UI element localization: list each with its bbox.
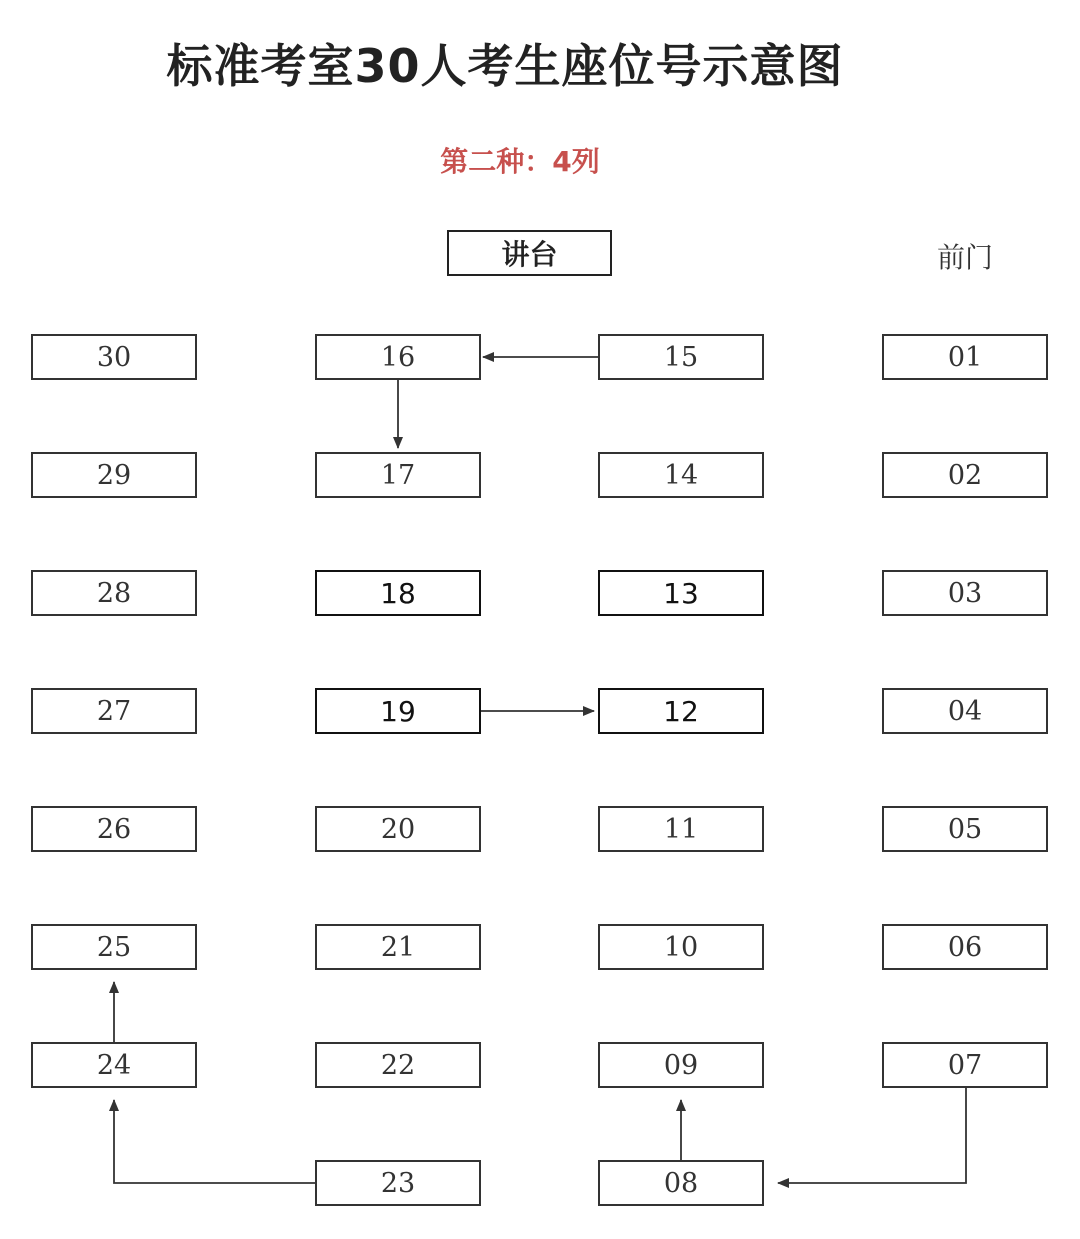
front-door-label: 前门 bbox=[936, 241, 993, 274]
seat-25: 25 bbox=[31, 924, 197, 970]
podium-label: 讲台 bbox=[501, 238, 558, 271]
seat-29: 29 bbox=[31, 452, 197, 498]
seat-14: 14 bbox=[598, 452, 764, 498]
seat-22: 22 bbox=[315, 1042, 481, 1088]
seat-30: 30 bbox=[31, 334, 197, 380]
seat-13: 13 bbox=[598, 570, 764, 616]
seat-12: 12 bbox=[598, 688, 764, 734]
seat-15: 15 bbox=[598, 334, 764, 380]
arrow-07-to-08 bbox=[778, 1088, 966, 1183]
seat-11: 11 bbox=[598, 806, 764, 852]
seat-28: 28 bbox=[31, 570, 197, 616]
arrow-23-to-24 bbox=[114, 1100, 315, 1183]
layout-subtitle: 第二种：4列 bbox=[440, 145, 600, 178]
seat-09: 09 bbox=[598, 1042, 764, 1088]
seat-21: 21 bbox=[315, 924, 481, 970]
seat-08: 08 bbox=[598, 1160, 764, 1206]
seat-01: 01 bbox=[882, 334, 1048, 380]
seat-27: 27 bbox=[31, 688, 197, 734]
seat-26: 26 bbox=[31, 806, 197, 852]
seat-03: 03 bbox=[882, 570, 1048, 616]
seat-18: 18 bbox=[315, 570, 481, 616]
seat-06: 06 bbox=[882, 924, 1048, 970]
seat-02: 02 bbox=[882, 452, 1048, 498]
seat-05: 05 bbox=[882, 806, 1048, 852]
seat-20: 20 bbox=[315, 806, 481, 852]
seat-17: 17 bbox=[315, 452, 481, 498]
seat-16: 16 bbox=[315, 334, 481, 380]
seat-24: 24 bbox=[31, 1042, 197, 1088]
seat-04: 04 bbox=[882, 688, 1048, 734]
page-title: 标准考室30人考生座位号示意图 bbox=[166, 39, 844, 93]
seat-10: 10 bbox=[598, 924, 764, 970]
seat-19: 19 bbox=[315, 688, 481, 734]
seat-23: 23 bbox=[315, 1160, 481, 1206]
seat-07: 07 bbox=[882, 1042, 1048, 1088]
